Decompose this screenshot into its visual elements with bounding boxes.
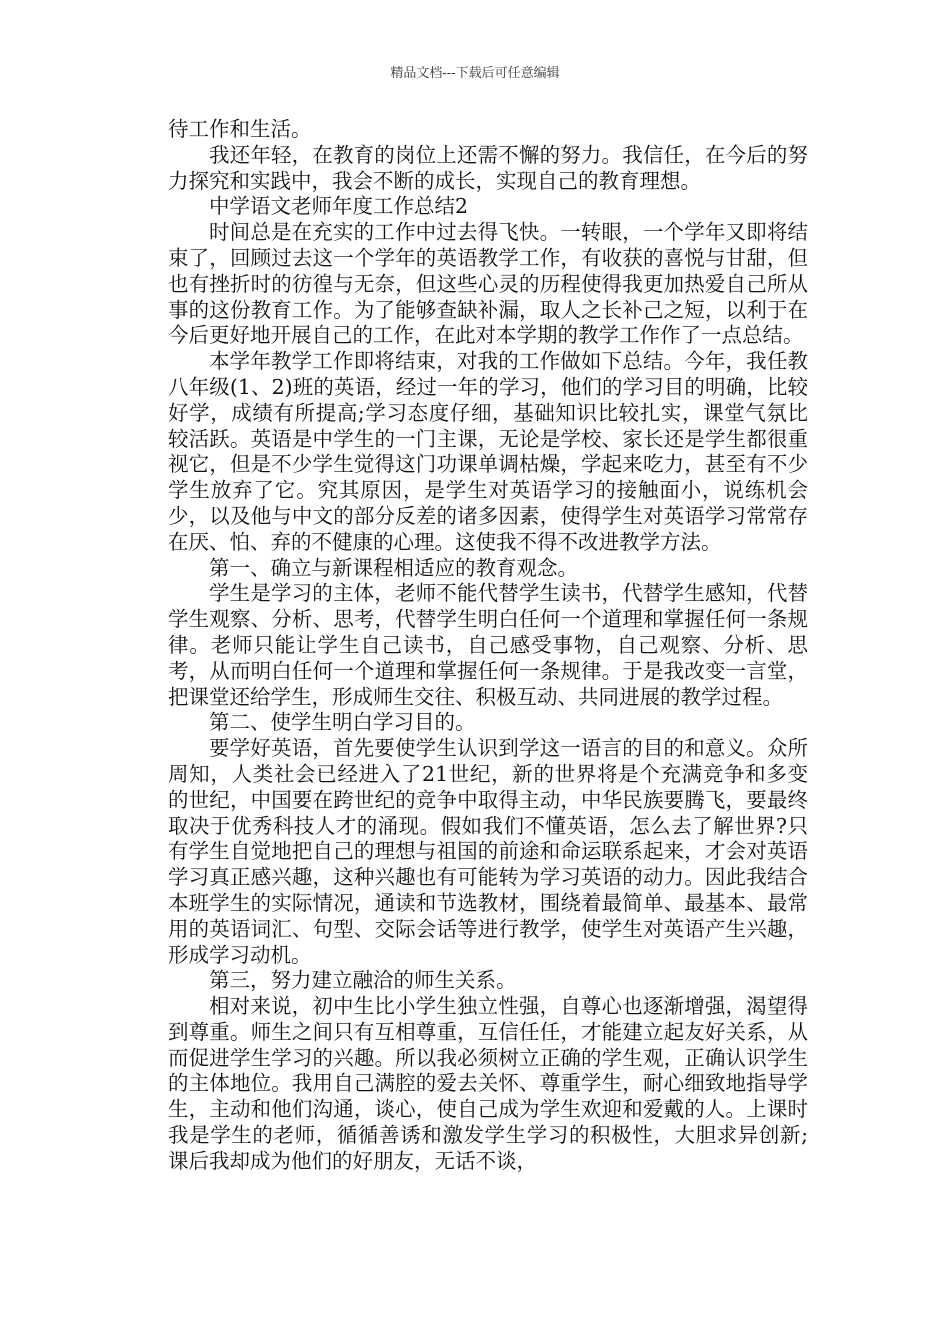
document-body [168,117,808,1175]
paragraph: 学生是学习的主体，老师不能代替学生读书，代替学生感知，代替学生观察、分析、思考，代替学生明白任何一个道理和掌握任何一条规律。老师只能让学生自己读书，自己感受事物，自己观察、分析、思考，从而明白任何一个道理和掌握任何一条规律。于是我改变一言堂，把课堂还给学生，形成师生交往、积极互动、共同进展的教学过程。 [168,581,808,709]
paragraph-continuation: 待工作和生活。 [168,117,312,141]
section-title: 中学语文老师年度工作总结2 [209,194,469,219]
point-heading: 第三，努力建立融洽的师生关系。 [209,968,517,993]
point-heading: 第二、使学生明白学习目的。 [209,710,476,735]
point-heading: 第一、确立与新课程相适应的教育观念。 [209,555,578,580]
page-header: 精品文档---下载后可任意编辑 [390,66,560,81]
paragraph: 时间总是在充实的工作中过去得飞快。一转眼，一个学年又即将结束了，回顾过去这一个学年的英语教学工作，有收获的喜悦与甘甜，但也有挫折时的彷徨与无奈，但这些心灵的历程使得我更加热爱自己所从事的这份教育工作。为了能够查缺补漏，取人之长补己之短，以利于在今后更好地开展自己的工作，在此对本学期的教学工作作了一点总结。 [168,220,808,348]
paragraph: 要学好英语，首先要使学生认识到学这一语言的目的和意义。众所周知，人类社会已经进入了21世纪，新的世界将是个充满竞争和多变的世纪，中国要在跨世纪的竞争中取得主动，中华民族要腾飞，要最终取决于优秀科技人才的涌现。假如我们不懂英语，怎么去了解世界?只有学生自觉地把自己的理想与祖国的前途和命运联系起来，才会对英语学习真正感兴趣，这种兴趣也有可能转为学习英语的动力。因此我结合本班学生的实际情况，通读和节选教材，围绕着最简单、最基本、最常用的英语词汇、句型、交际会话等进行教学，使学生对英语产生兴趣，形成学习动机。 [168,736,808,967]
paragraph: 相对来说，初中生比小学生独立性强，自尊心也逐渐增强，渴望得到尊重。师生之间只有互相尊重，互信任任，才能建立起友好关系，从而促进学生学习的兴趣。所以我必须树立正确的学生观，正确认识学生的主体地位。我用自己满腔的爱去关怀、尊重学生，耐心细致地指导学生，主动和他们沟通，谈心，使自己成为学生欢迎和爱戴的人。上课时我是学生的老师，循循善诱和激发学生学习的积极性，大胆求异创新;课后我却成为他们的好朋友，无话不谈， [168,994,808,1173]
paragraph: 本学年教学工作即将结束，对我的工作做如下总结。今年，我任教八年级(1、2)班的英语，经过一年的学习，他们的学习目的明确，比较好学，成绩有所提高;学习态度仔细，基础知识比较扎实，课堂气氛比较活跃。英语是中学生的一门主课，无论是学校、家长还是学生都很重视它，但是不少学生觉得这门功课单调枯燥，学起来吃力，甚至有不少学生放弃了它。究其原因，是学生对英语学习的接触面小，说练机会少，以及他与中文的部分反差的诸多因素，使得学生对英语学习常常存在厌、怕、弃的不健康的心理。这使我不得不改进教学方法。 [168,349,808,554]
paragraph: 我还年轻，在教育的岗位上还需不懈的努力。我信任，在今后的努力探究和实践中，我会不断的成长，实现自己的教育理想。 [168,142,808,193]
